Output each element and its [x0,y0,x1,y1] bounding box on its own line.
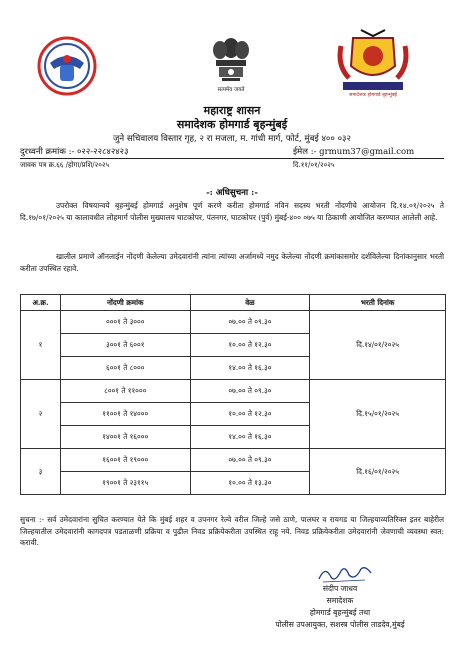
email-address: ईमेल :- grmum37@gmail.com [293,147,415,157]
phone-number: दुरध्वनी क्रमांक :- ०२२-२२८४२४२३ [20,147,129,157]
cell-registration: १४००१ ते १६००० [60,426,190,449]
signatory-title-2: होमगार्ड बृहन्मुंबई तथा [309,608,371,617]
notice-paragraph-1: उपरोक्त विषयान्वये बृहन्मुंबई होमगार्ड अनुशेष पूर्ण करणे करीता होमगार्ड नविन सदस्य भरती नोंदणीचे आयोजन दि.१४.०१/२०२५ ते दि.१७/०१/२०२५ या कालावधीत लोहमार्ग पोलीस मुख्यालय घाटकोपर, पंतनगर, घाटकोपर (पुर्व) मुंबई-४०० ०७५ या ठिकाणी आयोजित करण्यात आलेली आहे. [20,201,444,222]
cell-sr: २ [21,380,61,449]
cell-time: १०.०० ते १२.३० [190,334,310,357]
letter-date: दि.११/०१/२०२५ [293,161,335,169]
cell-time: १०.०० ते १३.३० [190,472,310,495]
cell-registration: ११००१ ते १४००० [60,403,190,426]
col-header-sr: अ.क्र. [21,295,61,311]
cell-registration: ८००१ ते ११००० [60,380,190,403]
office-address: जुने सचिवालय विस्तार गृह, २ रा मजला, म. गांधी मार्ग, फोर्ट, मुंबई ४०० ०३२ [113,134,351,144]
signature-image [315,563,375,585]
cell-time: ०७.०० ते ०९.३० [190,311,310,334]
col-header-time: वेळ [190,295,310,311]
cell-time: १४.०० ते १६.३० [190,426,310,449]
cell-time: १०.०० ते १२.३० [190,403,310,426]
cell-time: ०७.०० ते ०९.३० [190,449,310,472]
cell-date: दि.१५/०१/२०२५ [310,380,446,449]
header-divider [20,158,444,159]
cell-registration: ६००१ ते ८००० [60,357,190,380]
table-header-row [21,295,446,311]
col-header-registration: नोंदणी क्रमांक [60,295,190,311]
cell-registration: १९००१ ते २३११५ [60,472,190,495]
cell-sr: १ [21,311,61,380]
cell-time: १४.०० ते १६.३० [190,357,310,380]
cell-sr: ३ [21,449,61,495]
table-row [21,311,446,334]
signatory-title-1: समादेशक [326,596,354,605]
table-row [21,449,446,472]
cell-registration: ०००१ ते ३००० [60,311,190,334]
cell-time: ०७.०० ते ०९.३० [190,380,310,403]
footer-note: सुचना :- सर्व उमेदवारांना सुचित करण्यात येते कि मुंबई शहर व उपनगर रेल्वे वरील जिल्हे जसे ठाणे, पालघर व रायगड या जिल्हयाव्यतिरिक्त इतर बाहेरील जिल्हयातील उमेदवारांनी कागदपत्र पडताळणी प्रक्रिया व पुढील निवड प्रक्रियेकरीता उपस्थित राहू नये. निवड प्रक्रियेकरीता उमेदवारांनी जेवणाची व्यवस्था स्वत: करावी. [20,515,444,547]
home-guard-logo [36,35,98,97]
table-row [21,380,446,403]
notice-paragraph-2: खालील प्रमाणे ऑनलाईन नोंदणी केलेल्या उमेदवारांनी त्यांना त्यांच्या अर्जामध्ये नमुद केलेल्या नोंदणी क्रमांकासमोर दर्शविलेल्या दिनांकानुसार भरती करीता उपस्थित रहावे. [20,252,444,273]
cell-date: दि.१६/०१/२०२५ [310,449,446,495]
notice-title: -: अधिसुचना :- [206,188,258,198]
schedule-table [20,294,446,495]
reference-number: जावक पत्र क्र.६६ /होगा/प्रशि/२०२५ [20,161,110,169]
signatory-name: संदीप जाधव [322,584,358,593]
signature-block [230,583,450,631]
cell-date: दि.१४/०१/२०२५ [310,311,446,380]
gov-title: महाराष्ट्र शासन [203,104,261,117]
col-header-date: भरती दिनांक [310,295,446,311]
cell-registration: ३००१ ते ६००१ [60,334,190,357]
cell-registration: १६००१ ते १९००० [60,449,190,472]
emblem-motto: सत्यमेव जयते [217,87,245,93]
crest-caption: समादेशक होमगार्ड बृहन्मुंबई [349,93,397,98]
ashoka-emblem [206,30,256,96]
office-title: समादेशक होमगार्ड बृहन्मुंबई [176,118,288,131]
signatory-title-3: पोलीस उपआयुक्त, सशस्त्र पोलीस ताडदेव,मुंबई [275,620,405,629]
commandant-crest [333,26,413,102]
